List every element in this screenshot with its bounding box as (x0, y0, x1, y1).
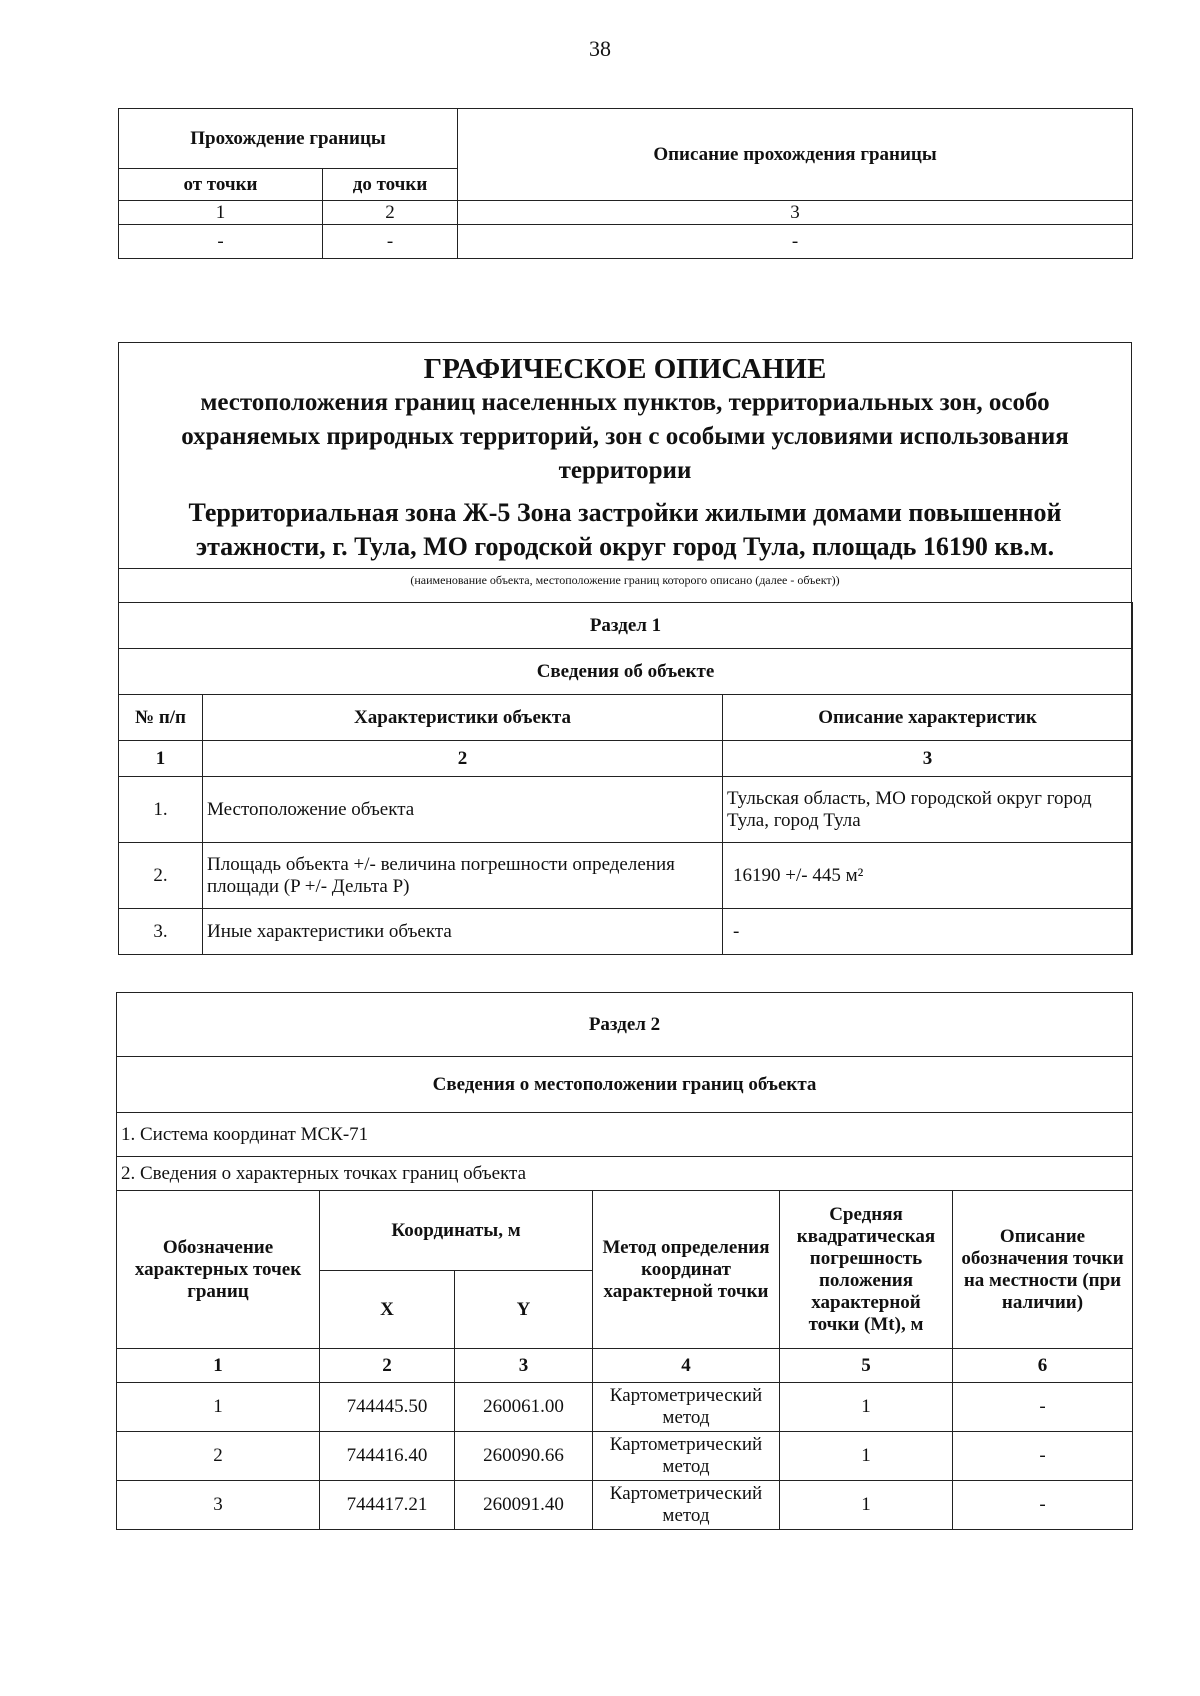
zone-line-1: Территориальная зона Ж-5 Зона застройки жилыми домами повышенной (188, 498, 1062, 527)
table-row (119, 909, 1133, 955)
section2-title: Раздел 2 (117, 993, 1133, 1057)
point-y: 260061.00 (455, 1383, 593, 1432)
section1-table (118, 602, 1133, 955)
col-number: 3 (458, 201, 1133, 225)
table-row (119, 777, 1133, 843)
header-coordinates: Координаты, м (320, 1191, 593, 1271)
point-method: Картометрический метод (593, 1383, 780, 1432)
section2-table (116, 992, 1133, 1530)
point-x: 744445.50 (320, 1383, 455, 1432)
graphic-description-block (118, 342, 1132, 955)
point-description: - (953, 1481, 1133, 1530)
point-method: Картометрический метод (593, 1481, 780, 1530)
row-value: 16190 +/- 445 м² (723, 843, 1133, 909)
col-number: 1 (119, 741, 203, 777)
row-characteristic: Местоположение объекта (203, 777, 723, 843)
point-error: 1 (780, 1383, 953, 1432)
row-characteristic: Иные характеристики объекта (203, 909, 723, 955)
point-x: 744417.21 (320, 1481, 455, 1530)
points-label: 2. Сведения о характерных точках границ объекта (117, 1157, 1133, 1191)
header-x: X (320, 1271, 455, 1349)
point-error: 1 (780, 1481, 953, 1530)
document-subtitle: местоположения границ населенных пунктов, территориальных зон, особо охраняемых природных территорий, зон с особыми условиями использования территории (181, 389, 1069, 484)
col-number: 6 (953, 1349, 1133, 1383)
boundary-passage-table (118, 108, 1133, 259)
col-number: 1 (117, 1349, 320, 1383)
cell-from: - (119, 225, 323, 259)
row-value: Тульская область, МО городской округ город Тула, город Тула (723, 777, 1133, 843)
header-point-description: Описание обозначения точки на местности (при наличии) (953, 1191, 1133, 1349)
header-mean-error: Средняя квадратическая погрешность положения характерной точки (Mt), м (780, 1191, 953, 1349)
cell-to: - (323, 225, 458, 259)
header-description: Описание характеристик (723, 695, 1133, 741)
col-number: 3 (455, 1349, 593, 1383)
header-method: Метод определения координат характерной точки (593, 1191, 780, 1349)
header-to-point: до точки (323, 169, 458, 201)
table-row (117, 1432, 1133, 1481)
cell-description: - (458, 225, 1133, 259)
section2-subtitle: Сведения о местоположении границ объекта (117, 1057, 1133, 1113)
col-number: 3 (723, 741, 1133, 777)
object-name-note: (наименование объекта, местоположение границ которого описано (далее - объект)) (119, 568, 1131, 602)
row-characteristic: Площадь объекта +/- величина погрешности определения площади (P +/- Дельта P) (203, 843, 723, 909)
point-method: Картометрический метод (593, 1432, 780, 1481)
section1-subtitle: Сведения об объекте (119, 649, 1133, 695)
col-number: 5 (780, 1349, 953, 1383)
coordinate-system: 1. Система координат МСК-71 (117, 1113, 1133, 1157)
col-number: 2 (203, 741, 723, 777)
col-number: 2 (320, 1349, 455, 1383)
header-from-point: от точки (119, 169, 323, 201)
header-y: Y (455, 1271, 593, 1349)
point-description: - (953, 1383, 1133, 1432)
header-passage-description: Описание прохождения границы (458, 109, 1133, 201)
header-characteristics: Характеристики объекта (203, 695, 723, 741)
row-number: 3. (119, 909, 203, 955)
col-number: 2 (323, 201, 458, 225)
table-row (117, 1481, 1133, 1530)
table-row (117, 1383, 1133, 1432)
header-point-designation: Обозначение характерных точек границ (117, 1191, 320, 1349)
table-row (119, 843, 1133, 909)
point-number: 2 (117, 1432, 320, 1481)
header-number: № п/п (119, 695, 203, 741)
point-description: - (953, 1432, 1133, 1481)
row-value: - (723, 909, 1133, 955)
point-number: 3 (117, 1481, 320, 1530)
section1-title: Раздел 1 (119, 603, 1133, 649)
col-number: 1 (119, 201, 323, 225)
point-y: 260090.66 (455, 1432, 593, 1481)
document-title: ГРАФИЧЕСКОЕ ОПИСАНИЕ (423, 353, 827, 385)
point-error: 1 (780, 1432, 953, 1481)
point-x: 744416.40 (320, 1432, 455, 1481)
point-y: 260091.40 (455, 1481, 593, 1530)
header-passage: Прохождение границы (119, 109, 458, 169)
row-number: 1. (119, 777, 203, 843)
page-number: 38 (589, 36, 611, 61)
row-number: 2. (119, 843, 203, 909)
point-number: 1 (117, 1383, 320, 1432)
zone-line-2: этажности, г. Тула, МО городской округ город Тула, площадь 16190 кв.м. (195, 532, 1055, 561)
col-number: 4 (593, 1349, 780, 1383)
section2-block (116, 992, 1130, 1530)
